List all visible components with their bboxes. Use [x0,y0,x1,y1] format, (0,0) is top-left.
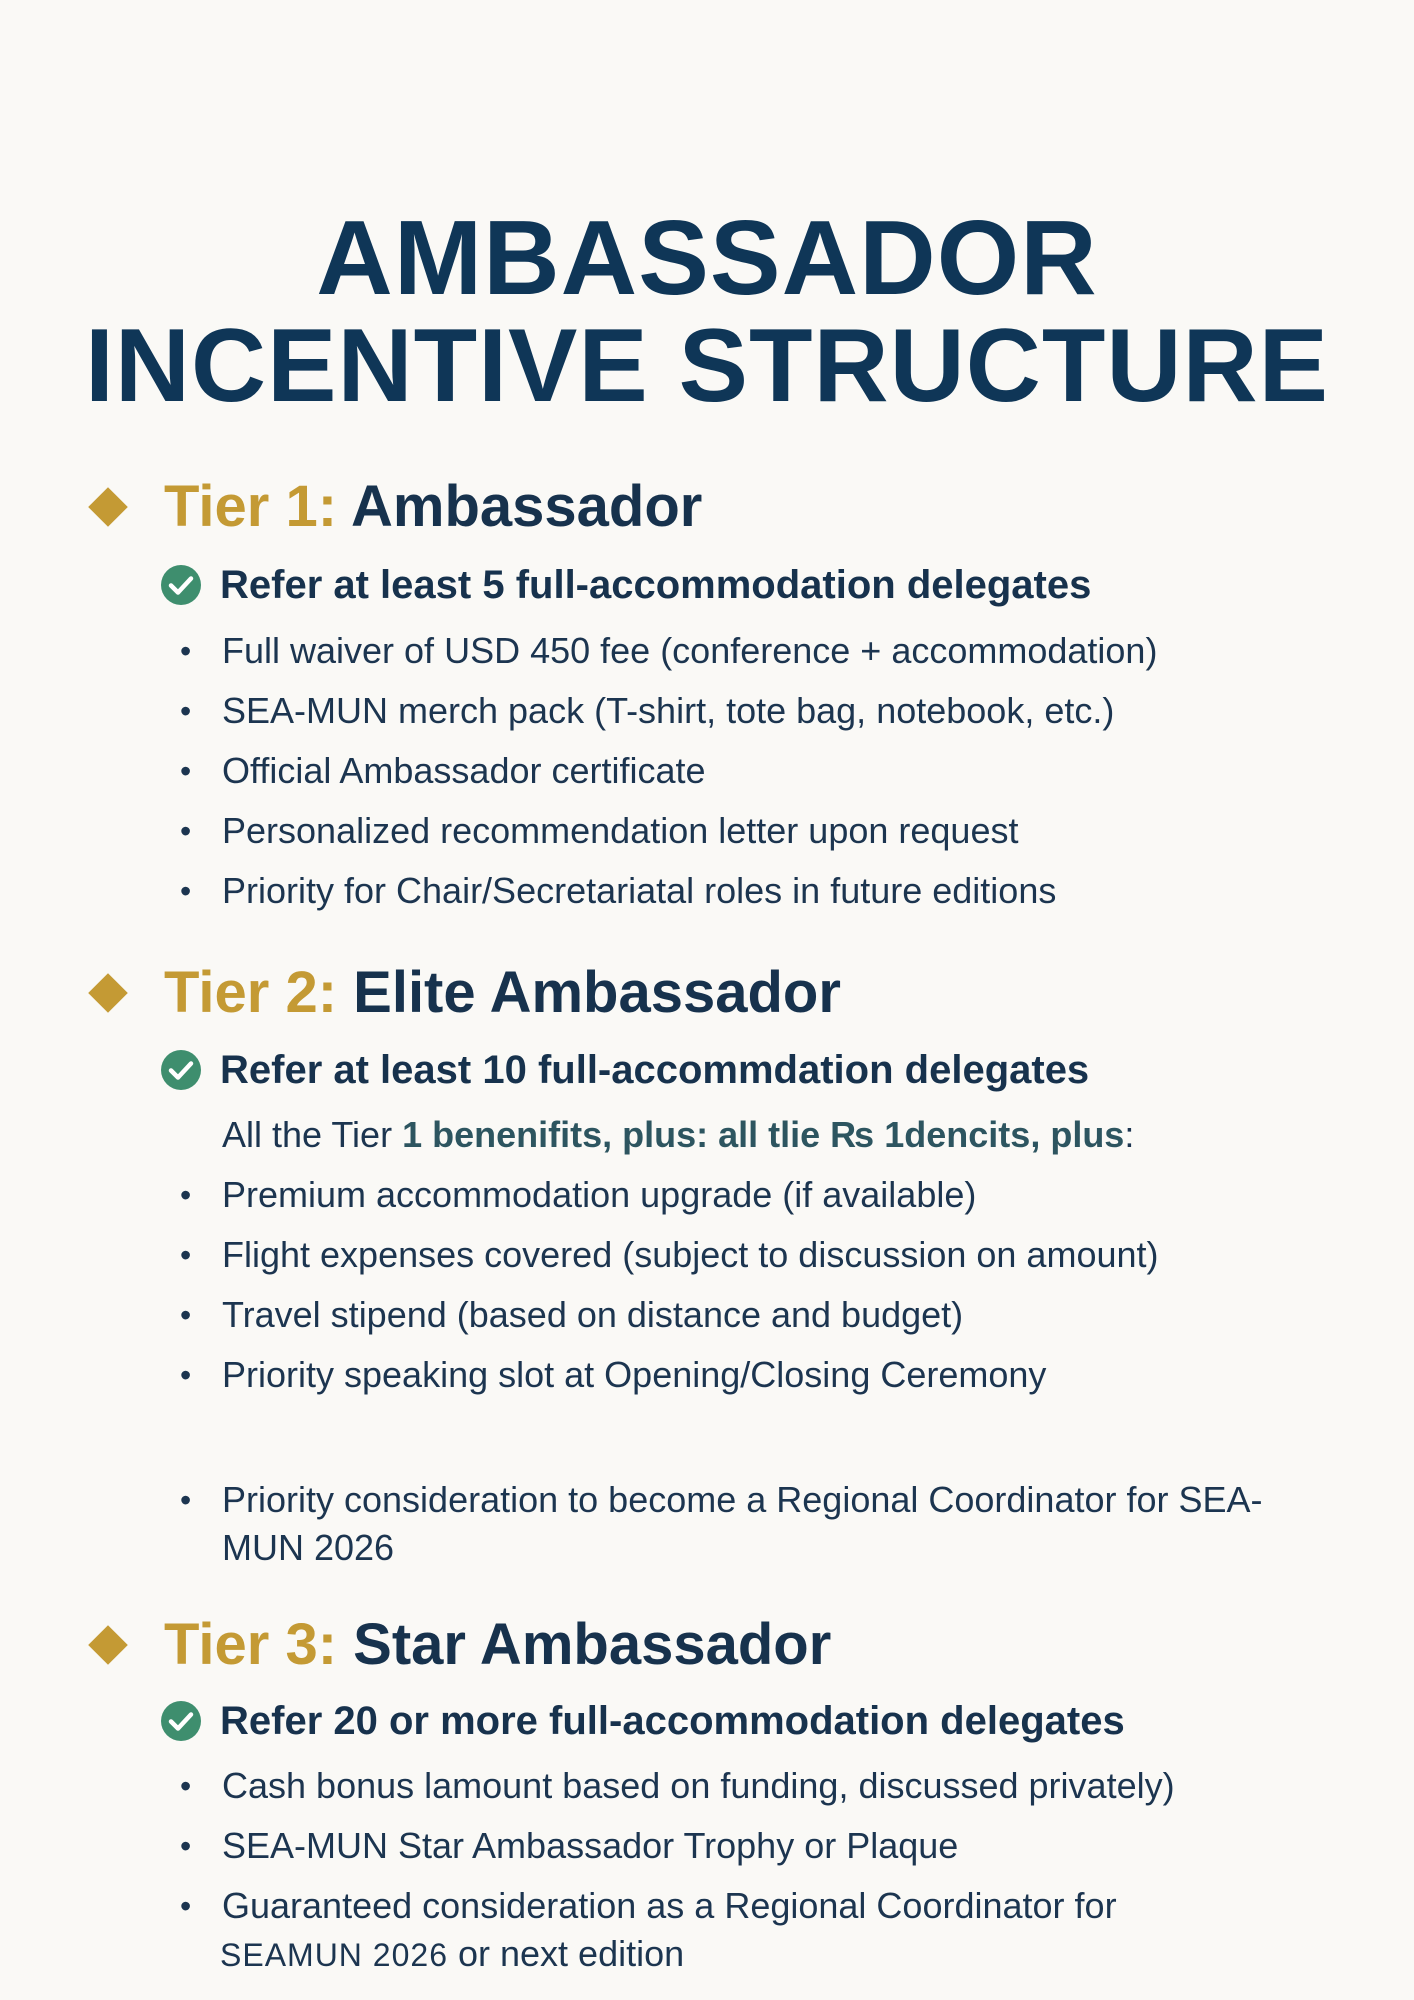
list-item: • Official Ambassador certificate [180,741,1157,801]
list-item: • SEA-MUN Star Ambassador Trophy or Plaque [180,1816,1175,1876]
list-item: • Priority consideration to become a Regional Coordinator for SEA-MUN 2026 [180,1476,1282,1572]
requirement-text: Refer at least 10 full-accommdation delegates [220,1047,1090,1092]
tier-2-extra-benefit [180,1476,1282,1572]
tier-name: Star Ambassador [353,1612,832,1677]
title-line-1: AMBASSADOR [316,199,1098,317]
list-item: • Premium accommodation upgrade (if available) [180,1165,1159,1225]
list-item: • Priority for Chair/Secretariatal roles in future editions [180,861,1157,921]
diamond-bullet-icon [88,973,128,1013]
title-line-2: INCENTIVE STRUCTURE [85,308,1329,424]
tier-name: Ambassador [350,474,703,539]
tier-2-benefits [180,1165,1159,1405]
page-title [0,199,1414,424]
tier-label: Tier 2: [164,960,338,1025]
tier-label: Tier 1: [164,474,338,539]
diamond-bullet-icon [88,487,128,527]
diamond-bullet-icon [88,1625,128,1665]
tier-label: Tier 3: [164,1612,338,1677]
tier-1-heading [88,472,702,542]
requirement-text: Refer at least 5 full-accommodation delegates [220,562,1092,607]
list-item: • Flight expenses covered (subject to discussion on amount) [180,1225,1159,1285]
check-circle-icon [160,564,202,606]
tier-1-requirement [160,560,1091,610]
list-item: • Cash bonus lamount based on funding, discussed privately) [180,1756,1175,1816]
list-item: • Guaranteed consideration as a Regional Coordinator for [180,1876,1175,1936]
requirement-text: Refer 20 or more full-accommodation delegates [220,1698,1125,1743]
list-item: • SEA-MUN merch pack (T-shirt, tote bag, notebook, etc.) [180,681,1157,741]
tier-2-heading [88,958,841,1028]
tier-3-requirement [160,1696,1125,1746]
tier-2-intro: All the Tier 1 benenifits, plus: all tlie ₨ 1dencits, plus: [222,1114,1135,1155]
check-circle-icon [160,1700,202,1742]
tier-3-continuation: SEAMUN 2026 or next edition [220,1933,685,1974]
list-item: • Personalized recommendation letter upon request [180,801,1157,861]
list-item: • Travel stipend (based on distance and budget) [180,1285,1159,1345]
tier-3-heading [88,1610,831,1680]
list-item: • Priority speaking slot at Opening/Closing Ceremony [180,1345,1159,1405]
check-circle-icon [160,1049,202,1091]
list-item: • Full waiver of USD 450 fee (conference + accommodation) [180,621,1157,681]
tier-2-requirement [160,1045,1089,1095]
tier-1-benefits [180,621,1157,921]
tier-name: Elite Ambassador [353,960,841,1025]
tier-3-benefits [180,1756,1175,1936]
